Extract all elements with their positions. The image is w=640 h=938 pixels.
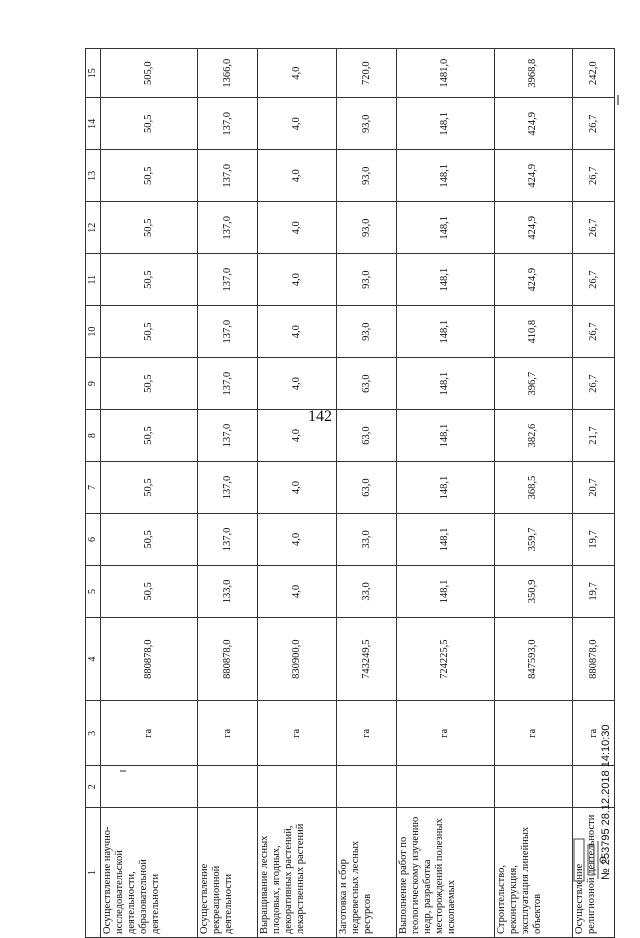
year-value-cell: 133,0	[198, 565, 258, 617]
margin-mark	[617, 95, 619, 105]
year-value-cell: 137,0	[198, 410, 258, 462]
year-value-cell: 50,5	[101, 150, 198, 202]
year-value-cell: 33,0	[337, 565, 397, 617]
year-value-cell: 26,7	[573, 150, 615, 202]
column-number: 14	[86, 98, 101, 150]
unit-cell: га	[397, 701, 494, 766]
year-value-cell: 63,0	[337, 462, 397, 514]
column-number: 11	[86, 254, 101, 306]
year-value-cell: 50,5	[101, 514, 198, 566]
table-row	[494, 49, 573, 938]
year-value-cell: 148,1	[397, 462, 494, 514]
total-area-cell: 880878,0	[101, 617, 198, 701]
page-number: 142	[308, 408, 332, 425]
year-value-cell: 93,0	[337, 202, 397, 254]
column-number: 1	[86, 808, 101, 938]
sum-cell: 505,0	[101, 49, 198, 98]
year-value-cell: 93,0	[337, 98, 397, 150]
year-value-cell: 26,7	[573, 98, 615, 150]
year-value-cell: 424,9	[494, 202, 573, 254]
year-value-cell: 4,0	[258, 462, 337, 514]
year-value-cell: 63,0	[337, 410, 397, 462]
unit-cell: га	[573, 701, 615, 766]
column-number: 2	[86, 766, 101, 808]
year-value-cell: 137,0	[198, 202, 258, 254]
cell-col2	[101, 766, 198, 808]
forest-use-table	[85, 48, 615, 938]
total-area-cell: 743249,5	[337, 617, 397, 701]
sum-cell: 3968,8	[494, 49, 573, 98]
year-value-cell: 359,7	[494, 514, 573, 566]
cell-col2	[258, 766, 337, 808]
year-value-cell: 368,5	[494, 462, 573, 514]
year-value-cell: 33,0	[337, 514, 397, 566]
year-value-cell: 4,0	[258, 410, 337, 462]
year-value-cell: 148,1	[397, 565, 494, 617]
column-number: 10	[86, 306, 101, 358]
year-value-cell: 137,0	[198, 98, 258, 150]
total-area-cell: 830900,0	[258, 617, 337, 701]
year-value-cell: 50,5	[101, 202, 198, 254]
year-value-cell: 50,5	[101, 410, 198, 462]
column-number-row	[86, 49, 101, 938]
year-value-cell: 350,9	[494, 565, 573, 617]
year-value-cell: 93,0	[337, 306, 397, 358]
cell-col2	[397, 766, 494, 808]
year-value-cell: 93,0	[337, 254, 397, 306]
year-value-cell: 26,7	[573, 306, 615, 358]
total-area-cell: 880878,0	[198, 617, 258, 701]
year-value-cell: 19,7	[573, 514, 615, 566]
year-value-cell: 148,1	[397, 254, 494, 306]
year-value-cell: 20,7	[573, 462, 615, 514]
column-number: 3	[86, 701, 101, 766]
table-row	[337, 49, 397, 938]
year-value-cell: 93,0	[337, 150, 397, 202]
total-area-cell: 847593,0	[494, 617, 573, 701]
column-number: 4	[86, 617, 101, 701]
year-value-cell: 4,0	[258, 358, 337, 410]
activity-name: Осуществление религиозной деятельности	[573, 808, 615, 938]
year-value-cell: 382,6	[494, 410, 573, 462]
unit-cell: га	[258, 701, 337, 766]
table-row	[101, 49, 198, 938]
year-value-cell: 50,5	[101, 462, 198, 514]
year-value-cell: 26,7	[573, 202, 615, 254]
year-value-cell: 410,8	[494, 306, 573, 358]
year-value-cell: 26,7	[573, 358, 615, 410]
column-number: 12	[86, 202, 101, 254]
unit-cell: га	[494, 701, 573, 766]
year-value-cell: 396,7	[494, 358, 573, 410]
year-value-cell: 50,5	[101, 98, 198, 150]
year-value-cell: 50,5	[101, 565, 198, 617]
year-value-cell: 137,0	[198, 306, 258, 358]
cell-col2	[337, 766, 397, 808]
year-value-cell: 137,0	[198, 358, 258, 410]
column-number: 13	[86, 150, 101, 202]
year-value-cell: 4,0	[258, 514, 337, 566]
year-value-cell: 148,1	[397, 306, 494, 358]
column-number: 6	[86, 514, 101, 566]
unit-cell: га	[337, 701, 397, 766]
activity-name: Осуществление научно-исследовательской деятельности, образовательной деятельности	[101, 808, 198, 938]
column-number: 9	[86, 358, 101, 410]
year-value-cell: 50,5	[101, 306, 198, 358]
year-value-cell: 148,1	[397, 150, 494, 202]
year-value-cell: 50,5	[101, 254, 198, 306]
year-value-cell: 424,9	[494, 98, 573, 150]
unit-cell: га	[198, 701, 258, 766]
year-value-cell: 137,0	[198, 462, 258, 514]
cell-col2	[198, 766, 258, 808]
year-value-cell: 137,0	[198, 254, 258, 306]
activity-name: Выращивание лесных плодовых, ягодных, декоративных растений, лекарственных растений	[258, 808, 337, 938]
table-row	[397, 49, 494, 938]
total-area-cell: 724225,5	[397, 617, 494, 701]
scan-mark	[120, 770, 126, 772]
sum-cell: 1366,0	[198, 49, 258, 98]
year-value-cell: 148,1	[397, 98, 494, 150]
column-number: 15	[86, 49, 101, 98]
year-value-cell: 21,7	[573, 410, 615, 462]
registration-stamp: № 253795 28.12.2018 14:10:30	[600, 724, 612, 880]
year-value-cell: 148,1	[397, 514, 494, 566]
sum-cell: 4,0	[258, 49, 337, 98]
activity-name: Выполнение работ по геологическому изучению недр, разработка месторождений полезных ископаемых	[397, 808, 494, 938]
total-area-cell: 880878,0	[573, 617, 615, 701]
sum-cell: 242,0	[573, 49, 615, 98]
year-value-cell: 148,1	[397, 202, 494, 254]
table-row	[198, 49, 258, 938]
column-number: 5	[86, 565, 101, 617]
year-value-cell: 137,0	[198, 514, 258, 566]
year-value-cell: 424,9	[494, 254, 573, 306]
table-row	[258, 49, 337, 938]
year-value-cell: 26,7	[573, 254, 615, 306]
year-value-cell: 4,0	[258, 202, 337, 254]
cell-col2	[494, 766, 573, 808]
activity-name: Заготовка и сбор недревесных лесных ресурсов	[337, 808, 397, 938]
year-value-cell: 137,0	[198, 150, 258, 202]
year-value-cell: 50,5	[101, 358, 198, 410]
activity-name: Осуществление рекреационной деятельности	[198, 808, 258, 938]
year-value-cell: 424,9	[494, 150, 573, 202]
year-value-cell: 4,0	[258, 98, 337, 150]
year-value-cell: 4,0	[258, 565, 337, 617]
year-value-cell: 4,0	[258, 254, 337, 306]
year-value-cell: 19,7	[573, 565, 615, 617]
year-value-cell: 148,1	[397, 358, 494, 410]
year-value-cell: 4,0	[258, 306, 337, 358]
unit-cell: га	[101, 701, 198, 766]
column-number: 8	[86, 410, 101, 462]
year-value-cell: 63,0	[337, 358, 397, 410]
sum-cell: 1481,0	[397, 49, 494, 98]
forest-use-table-container	[85, 48, 615, 938]
year-value-cell: 4,0	[258, 150, 337, 202]
activity-name: Строительство, реконструкция, эксплуатация линейных объектов	[494, 808, 573, 938]
column-number: 7	[86, 462, 101, 514]
sum-cell: 720,0	[337, 49, 397, 98]
year-value-cell: 148,1	[397, 410, 494, 462]
